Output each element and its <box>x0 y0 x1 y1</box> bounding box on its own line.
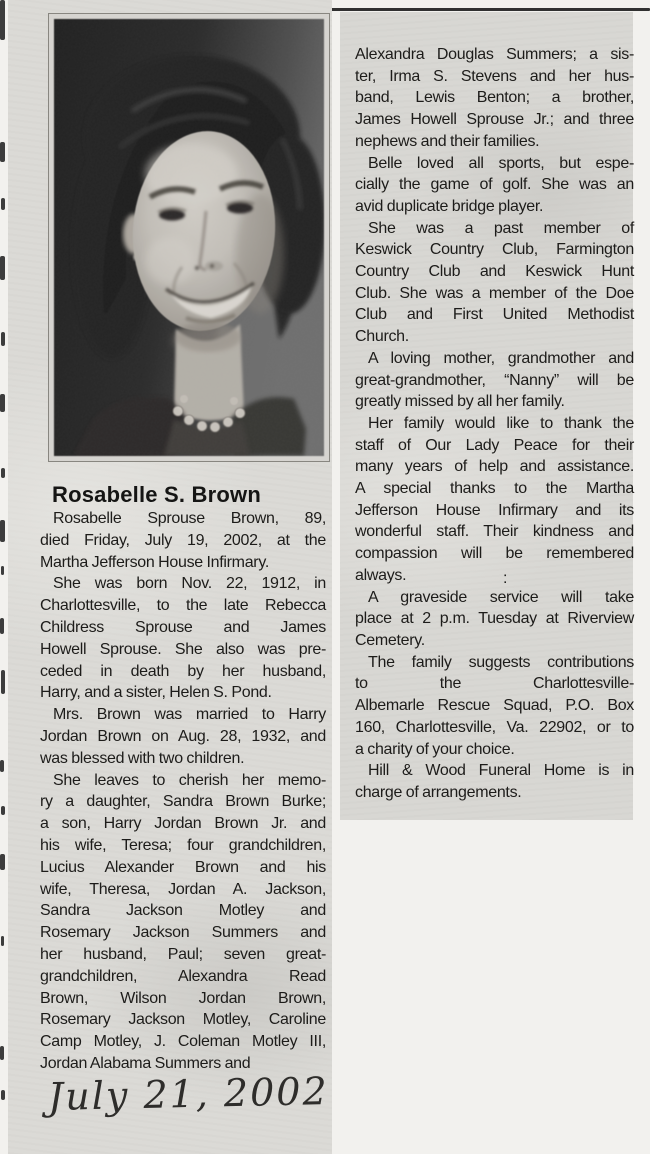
text-line: Country Club and Keswick Hunt <box>355 263 634 281</box>
text-line: Club and First United Methodist <box>355 306 634 324</box>
left-column-text <box>40 508 326 1075</box>
text-line: Jordan Brown on Aug. 28, 1932, and <box>40 727 326 745</box>
text-line: Rosabelle Sprouse Brown, 89, <box>53 510 326 527</box>
scan-artifact-mark <box>0 142 5 162</box>
text-line: cially the game of golf. She was an <box>355 176 634 194</box>
paragraph <box>355 153 634 218</box>
scan-artifact-mark <box>0 520 5 542</box>
text-line: staff of Our Lady Peace for their <box>355 436 634 454</box>
text-line: Hill & Wood Funeral Home is in <box>368 762 634 780</box>
text-line: Sandra Jackson Motley and <box>40 902 326 920</box>
scan-artifact-mark <box>1 936 4 946</box>
paragraph <box>355 413 634 587</box>
text-line: a charity of your choice. <box>355 740 515 758</box>
text-line: Club. She was a member of the Doe <box>355 284 634 302</box>
scan-artifact-mark <box>1 468 5 478</box>
text-line: Her family would like to thank the <box>368 414 634 432</box>
text-line: Camp Motley, J. Coleman Motley III, <box>40 1033 326 1051</box>
scan-artifact-mark <box>1 566 4 575</box>
text-line: She leaves to cherish her memo- <box>53 771 326 789</box>
text-line: great-grandmother, “Nanny” will be <box>355 371 634 389</box>
scan-artifact-mark <box>0 1046 4 1060</box>
text-line: Mrs. Brown was married to Harry <box>53 706 326 724</box>
right-clipping-column <box>340 12 633 820</box>
scan-artifact-mark <box>0 760 4 772</box>
scan-artifact-mark <box>0 394 5 412</box>
text-line: She was a past member of <box>368 219 634 237</box>
scan-artifact-mark <box>1 332 5 346</box>
right-column-text <box>355 44 634 804</box>
text-line: Charlottesville, to the late Rebecca <box>40 597 326 615</box>
obituary-headline: Rosabelle S. Brown <box>52 482 261 507</box>
text-line: Howell Sprouse. She also was pre- <box>40 640 326 658</box>
paragraph <box>355 348 634 413</box>
paragraph <box>355 587 634 652</box>
text-line: Cemetery. <box>355 631 425 649</box>
paragraph <box>40 770 326 1075</box>
text-line: Lucius Alexander Brown and his <box>40 858 326 876</box>
text-line: wife, Theresa, Jordan A. Jackson, <box>40 880 326 898</box>
text-line: James Howell Sprouse Jr.; and three <box>355 111 634 129</box>
text-line: Rosemary Jackson Summers and <box>40 924 326 942</box>
text-line: grandchildren, Alexandra Read <box>40 967 326 985</box>
scan-artifact-mark <box>0 618 4 634</box>
text-line: Martha Jefferson House Infirmary. <box>40 553 269 571</box>
text-line: A special thanks to the Martha <box>355 480 634 498</box>
text-line: Church. <box>355 328 409 346</box>
text-line: Belle loved all sports, but espe- <box>368 154 634 172</box>
paragraph <box>355 218 634 348</box>
text-line: Childress Sprouse and James <box>40 618 326 636</box>
scan-artifact-mark <box>1 670 5 694</box>
paragraph <box>355 760 634 803</box>
portrait-photo-frame <box>48 13 330 462</box>
text-line: his wife, Teresa; four grandchildren, <box>40 836 326 854</box>
handwritten-date: July 21, 2002 <box>47 1069 330 1119</box>
text-line: always. <box>355 566 407 584</box>
text-line: ter, Irma S. Stevens and her hus- <box>355 67 634 85</box>
paragraph <box>355 44 634 153</box>
portrait-photo <box>54 19 324 456</box>
text-line: compassion will be remembered <box>355 545 634 563</box>
left-clipping-column <box>8 0 332 1154</box>
print-artifact-colon: : <box>503 570 508 587</box>
text-line: to the Charlottesville- <box>355 675 634 693</box>
scan-artifact-mark <box>0 0 5 40</box>
text-line: was blessed with two children. <box>40 749 245 767</box>
text-line: band, Lewis Benton; a brother, <box>355 89 634 107</box>
paragraph <box>40 508 326 573</box>
text-line: Alexandra Douglas Summers; a sis- <box>355 46 634 63</box>
text-line: ry a daughter, Sandra Brown Burke; <box>40 793 326 811</box>
scan-artifact-mark <box>0 854 5 870</box>
text-line: Albemarle Rescue Squad, P.O. Box <box>355 697 634 715</box>
text-line: Harry, and a sister, Helen S. Pond. <box>40 684 272 702</box>
text-line: A graveside service will take <box>368 588 634 606</box>
text-line: nephews and their families. <box>355 132 540 150</box>
text-line: She was born Nov. 22, 1912, in <box>53 575 326 593</box>
text-line: many years of help and assistance. <box>355 458 634 476</box>
text-line: The family suggests contributions <box>368 653 634 671</box>
text-line: ceded in death by her husband, <box>40 662 326 680</box>
text-line: 160, Charlottesville, Va. 22902, or to <box>355 718 634 736</box>
text-line: greatly missed by all her family. <box>355 393 565 411</box>
text-line: place at 2 p.m. Tuesday at Riverview <box>355 610 634 628</box>
text-line: charge of arrangements. <box>355 783 522 801</box>
paragraph <box>40 704 326 769</box>
text-line: a son, Harry Jordan Brown Jr. and <box>40 815 326 833</box>
text-line: Jefferson House Infirmary and its <box>355 501 634 519</box>
text-line: died Friday, July 19, 2002, at the <box>40 531 326 549</box>
text-line: A loving mother, grandmother and <box>368 349 634 367</box>
paragraph <box>40 573 326 704</box>
scan-artifact-mark <box>1 806 5 815</box>
scan-artifact-mark <box>0 256 5 280</box>
text-line: Jordan Alabama Summers and <box>40 1054 251 1072</box>
text-line: avid duplicate bridge player. <box>355 197 544 215</box>
paragraph <box>355 652 634 761</box>
scan-artifact-mark <box>1 1090 5 1100</box>
text-line: wonderful staff. Their kindness and <box>355 523 634 541</box>
text-line: Rosemary Jackson Motley, Caroline <box>40 1011 326 1029</box>
text-line: her husband, Paul; seven great- <box>40 945 326 963</box>
text-line: Keswick Country Club, Farmington <box>355 241 634 259</box>
scan-artifact-line <box>287 8 650 11</box>
text-line: Brown, Wilson Jordan Brown, <box>40 989 326 1007</box>
scan-artifact-mark <box>1 198 5 210</box>
